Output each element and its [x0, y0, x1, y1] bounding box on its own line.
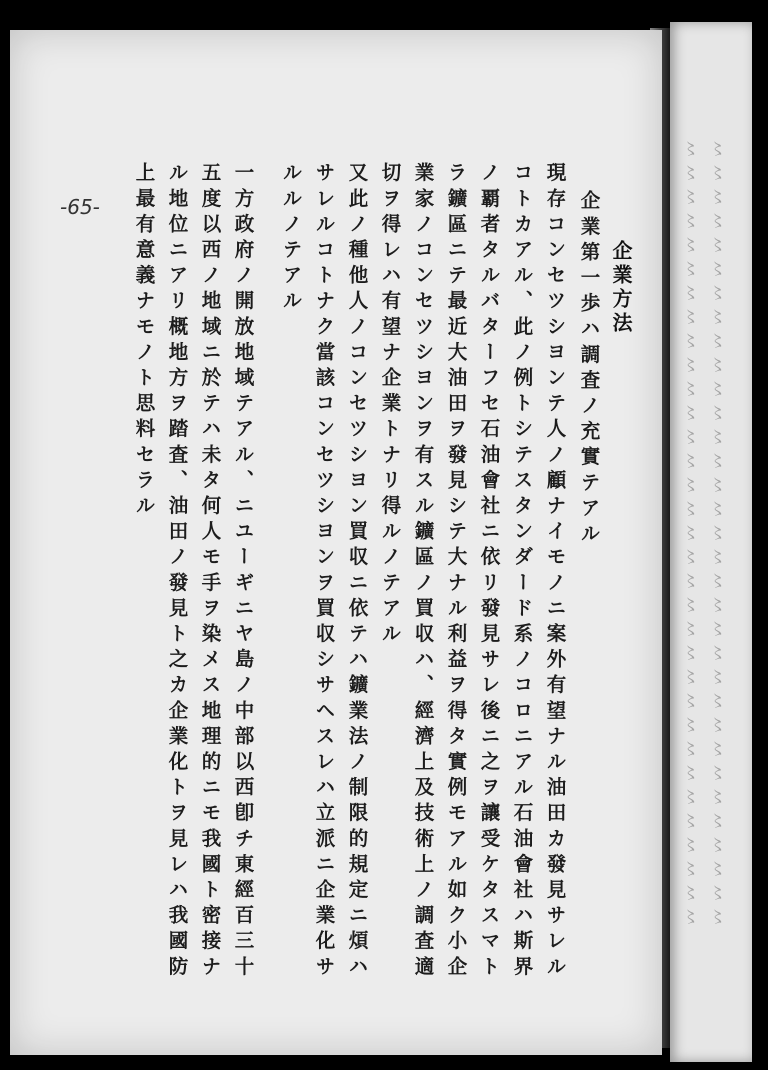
text-line-4: ノ覇者タルバターフセ石油會社ニ依リ發見サレ後ニ之ヲ讓受ケタスマト: [477, 162, 501, 982]
text-line-14: 上最有意義ナモノト思料セラル: [132, 162, 156, 521]
bleed-through-text: 〻〻〻〻〻〻〻〻〻〻〻〻〻〻〻〻〻〻〻〻〻〻〻〻〻〻〻〻〻〻〻〻〻: [705, 140, 725, 932]
bleed-through-text: 〻〻〻〻〻〻〻〻〻〻〻〻〻〻〻〻〻〻〻〻〻〻〻〻〻〻〻〻〻〻〻〻〻: [678, 140, 698, 932]
text-line-8: 又此ノ種他人ノコンセツシヨン買収ニ依テハ鑛業法ノ制限的規定ニ煩ハ: [345, 162, 369, 982]
text-line-11: 一方政府ノ開放地域テアル、ニユーギニヤ島ノ中部以西卽チ東經百三十: [231, 162, 255, 982]
text-line-6: 業家ノコンセツシヨンヲ有スル鑛區ノ買収ハ、經濟上及技術上ノ調査適: [411, 162, 435, 982]
section-title: 企業方法: [609, 240, 633, 336]
page-number: -65-: [60, 195, 100, 219]
text-line-10: ルルノテアル: [279, 162, 303, 316]
text-line-7: 切ヲ得レハ有望ナ企業トナリ得ルノテアル: [378, 162, 402, 649]
text-line-2: 現存コンセツシヨンテ人ノ顧ナイモノニ案外有望ナル油田カ發見サレル: [543, 162, 567, 982]
text-line-3: コトカアル、此ノ例トシテスタンダード系ノコロニアル石油會社ハ斯界: [510, 162, 534, 982]
text-line-12: 五度以西ノ地域ニ於テハ未タ何人モ手ヲ染メス地理的ニモ我國ト密接ナ: [198, 162, 222, 982]
text-line-5: ラ鑛區ニテ最近大油田ヲ發見シテ大ナル利益ヲ得タ實例モアル如ク小企: [444, 162, 468, 982]
text-line-13: ル地位ニアリ概地方ヲ踏査、油田ノ發見ト之カ企業化トヲ見レハ我國防: [165, 162, 189, 982]
text-line-9: サレルコトナク當該コンセツシヨンヲ買収シサヘスレハ立派ニ企業化サ: [312, 162, 336, 982]
text-line-1: 企業第一歩ハ調査ノ充實テアル: [577, 190, 601, 549]
